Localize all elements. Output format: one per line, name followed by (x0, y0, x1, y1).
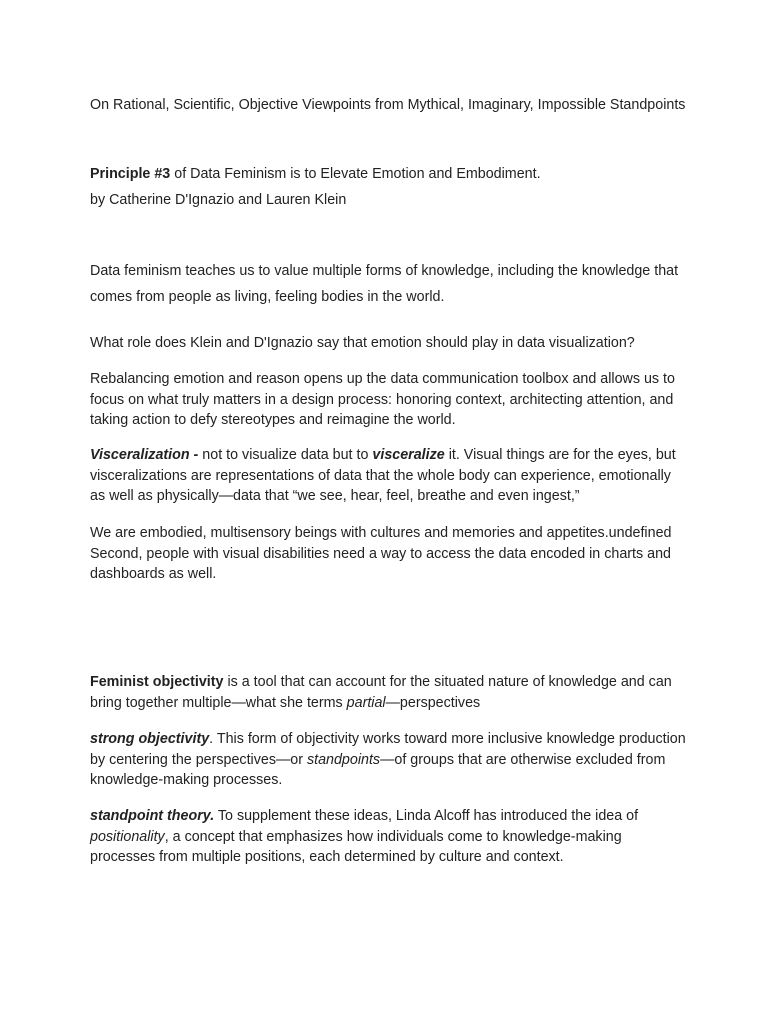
principle-label: Principle #3 (90, 166, 171, 182)
byline: by Catherine D'Ignazio and Lauren Klein (90, 192, 347, 208)
visceralization-term: Visceralization - (90, 447, 199, 463)
strong-objectivity-term: strong objectivity (90, 731, 210, 747)
principle-line (90, 161, 690, 187)
strong-objectivity-text-1: . This form of objectivity works toward more inclusive knowledge production by centering the perspectives—or (90, 731, 686, 768)
strong-objectivity-emphasis: standpoints (306, 751, 381, 768)
strong-objectivity-text-2: —of groups that are otherwise excluded from knowledge-making processes. (90, 751, 666, 788)
feminist-objectivity-paragraph (90, 672, 690, 713)
principle-section (90, 161, 690, 213)
visceralization-paragraph (90, 445, 690, 507)
standpoint-theory-text-1: To supplement these ideas, Linda Alcoff has introduced the idea of (214, 808, 639, 824)
intro-paragraph: Data feminism teaches us to value multiple forms of knowledge, including the knowledge that comes from people as living, feeling bodies in the world. (90, 263, 679, 305)
standpoint-theory-term: standpoint theory. (90, 808, 215, 824)
visceralization-text-2: it. Visual things are for the eyes, but visceralizations are representations of data that the whole body can experience, emotionally as well as physically—data that “we see, hear, feel, breathe and even ingest,” (90, 447, 676, 504)
standpoint-theory-paragraph (90, 806, 690, 868)
document-title: On Rational, Scientific, Objective Viewpoints from Mythical, Imaginary, Impossible Standpoints (90, 97, 686, 113)
principle-text: of Data Feminism is to Elevate Emotion and Embodiment. (170, 166, 541, 182)
feminist-objectivity-text-1: is a tool that can account for the situated nature of knowledge and can bring together multiple—what she terms (90, 674, 672, 711)
embodied-paragraph: We are embodied, multisensory beings with cultures and memories and appetites.undefined Second, people with visual disabilities need a way to access the data encoded in charts and dashboards as well. (90, 525, 672, 582)
feminist-objectivity-emphasis: partial (346, 694, 386, 711)
rebalancing-paragraph: Rebalancing emotion and reason opens up the data communication toolbox and allows us to focus on what truly matters in a design process: honoring context, architecting attention, and taking action to defy stereotypes and reimagine the world. (90, 371, 675, 428)
visceralization-emphasis: visceralize (372, 447, 445, 463)
standpoint-theory-emphasis: positionality (90, 828, 165, 845)
visceralization-text-1: not to visualize data but to (198, 447, 373, 463)
strong-objectivity-paragraph (90, 729, 690, 791)
standpoint-theory-text-2: , a concept that emphasizes how individuals come to knowledge-making processes from multiple positions, each determined by culture and context. (90, 828, 622, 865)
question-paragraph: What role does Klein and D'Ignazio say that emotion should play in data visualization? (90, 335, 635, 351)
feminist-objectivity-term: Feminist objectivity (90, 674, 224, 690)
feminist-objectivity-text-2: —perspectives (385, 694, 481, 711)
